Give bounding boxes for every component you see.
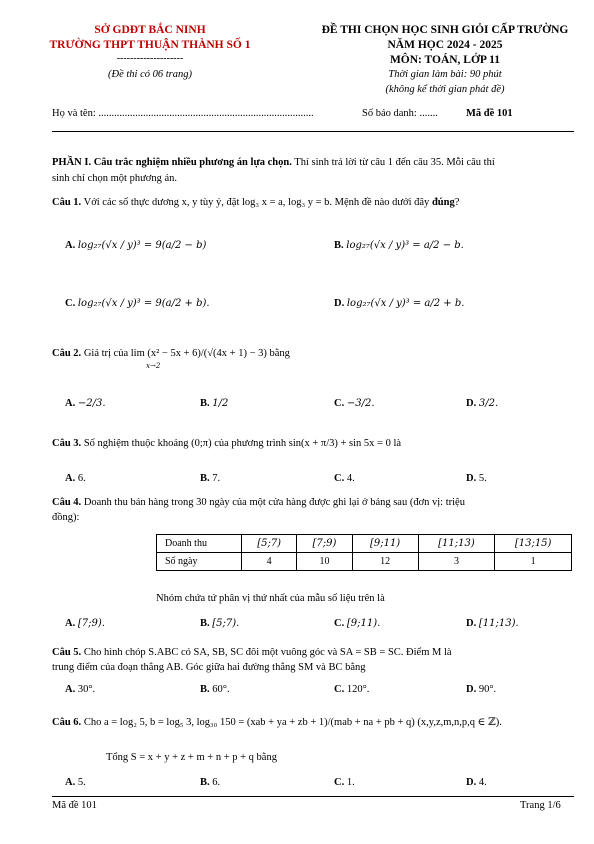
q4-option-d[interactable] bbox=[466, 618, 519, 629]
q2-option-b[interactable] bbox=[200, 398, 228, 409]
q6-c-text: 1. bbox=[346, 777, 355, 788]
q4-a-text: [7;9). bbox=[77, 618, 105, 629]
q3-a-letter: A. bbox=[65, 473, 76, 484]
q5-c-letter: C. bbox=[334, 684, 345, 695]
q3-option-a[interactable] bbox=[65, 473, 86, 484]
sbd-label: Số báo danh: ....... bbox=[362, 108, 438, 119]
q5-option-a[interactable] bbox=[65, 684, 95, 695]
q6-c-letter: C. bbox=[334, 777, 345, 788]
q6-a-letter: A. bbox=[65, 777, 76, 788]
q1-d-text: log₂₇(√x / y)³ = a/2 + b. bbox=[346, 298, 465, 309]
question-3 bbox=[52, 438, 582, 449]
table-cell: [9;11) bbox=[352, 535, 418, 553]
q4-b-letter: B. bbox=[200, 618, 210, 629]
q6-label: Câu 6. bbox=[52, 717, 82, 728]
q4-a-letter: A. bbox=[65, 618, 76, 629]
table-row bbox=[157, 553, 572, 571]
q6-option-d[interactable] bbox=[466, 777, 487, 788]
q4-text: Doanh thu bán hàng trong 30 ngày của một cửa hàng được ghi lại ở bảng sau (đơn vị: triệu bbox=[81, 497, 465, 508]
q2-a-letter: A. bbox=[65, 398, 76, 409]
q4-option-c[interactable] bbox=[334, 618, 380, 629]
table-cell: [13;15) bbox=[495, 535, 572, 553]
table-cell: 10 bbox=[297, 553, 352, 571]
q2-limit-subscript: x→2 bbox=[146, 362, 161, 370]
q1-c-letter: C. bbox=[65, 298, 76, 309]
name-dots: .................................................................................. bbox=[98, 108, 314, 119]
header-divider bbox=[52, 131, 574, 132]
table-cell: 3 bbox=[418, 553, 495, 571]
q5-text: Cho hình chóp S.ABC có SA, SB, SC đôi một vuông góc và SA = SB = SC. Điểm M là bbox=[81, 647, 452, 658]
time-note: (không kể thời gian phát đề) bbox=[385, 84, 505, 95]
q1-option-d[interactable] bbox=[334, 298, 464, 309]
q4-d-letter: D. bbox=[466, 618, 477, 629]
q3-option-b[interactable] bbox=[200, 473, 220, 484]
q4-question: Nhóm chứa tứ phân vị thứ nhất của mẫu số liệu trên là bbox=[156, 593, 385, 604]
question-2 bbox=[52, 348, 582, 359]
department: SỞ GDĐT BẮC NINH bbox=[94, 24, 206, 36]
q1-text: Với các số thực dương x, y tùy ý, đặt log₃ x = a, log₃ y = b. Mệnh đề nào dưới đây bbox=[81, 197, 430, 208]
q3-label: Câu 3. bbox=[52, 438, 82, 449]
q1-qmark: ? bbox=[454, 197, 460, 208]
name-label: Họ và tên: bbox=[52, 108, 99, 119]
q6-b-letter: B. bbox=[200, 777, 210, 788]
q1-option-c[interactable] bbox=[65, 298, 210, 309]
q4-option-b[interactable] bbox=[200, 618, 239, 629]
table-cell: [11;13) bbox=[418, 535, 495, 553]
q5-text-2: trung điểm của đoạn thẳng AB. Góc giữa hai đường thẳng SM và BC bằng bbox=[52, 662, 366, 673]
q2-option-d[interactable] bbox=[466, 398, 498, 409]
question-4 bbox=[52, 495, 574, 525]
q5-d-letter: D. bbox=[466, 684, 477, 695]
q4-b-text: [5;7). bbox=[212, 618, 240, 629]
q2-a-text: −2/3. bbox=[77, 398, 106, 409]
q4-label: Câu 4. bbox=[52, 497, 82, 508]
q1-a-text: log₂₇(√x / y)³ = 9(a/2 − b) bbox=[77, 240, 207, 251]
revenue-table bbox=[156, 534, 572, 571]
q5-d-text: 90°. bbox=[478, 684, 497, 695]
q4-c-text: [9;11). bbox=[346, 618, 381, 629]
exam-time: Thời gian làm bài: 90 phút bbox=[388, 69, 502, 80]
q6-d-text: 4. bbox=[478, 777, 487, 788]
q1-bold: đúng bbox=[431, 197, 455, 208]
exam-code: Mã đề 101 bbox=[466, 108, 513, 119]
q2-option-c[interactable] bbox=[334, 398, 375, 409]
q2-c-letter: C. bbox=[334, 398, 345, 409]
q5-b-letter: B. bbox=[200, 684, 210, 695]
question-5 bbox=[52, 645, 574, 675]
school-name: TRƯỜNG THPT THUẬN THÀNH SỐ 1 bbox=[49, 39, 251, 51]
q3-c-letter: C. bbox=[334, 473, 345, 484]
q6-text: Cho a = log₂ 5, b = log₅ 3, log₃₀ 150 = (xab + ya + zb + 1)/(mab + na + pb + q) (x,y,z,m,n,p,q ∈ ℤ). bbox=[81, 717, 502, 728]
subject: MÔN: TOÁN, LỚP 11 bbox=[389, 54, 501, 66]
q2-b-text: 1/2 bbox=[212, 398, 229, 409]
part1-instructions-2: sinh chỉ chọn một phương án. bbox=[52, 173, 177, 184]
question-1 bbox=[52, 197, 582, 208]
q3-d-text: 5. bbox=[478, 473, 487, 484]
q2-b-letter: B. bbox=[200, 398, 210, 409]
part1-heading bbox=[52, 155, 574, 187]
table-cell: Doanh thu bbox=[157, 535, 242, 553]
q2-d-letter: D. bbox=[466, 398, 477, 409]
part1-title: PHẦN I. Câu trắc nghiệm nhiều phương án lựa chọn. bbox=[52, 157, 292, 168]
q1-d-letter: D. bbox=[334, 298, 345, 309]
q5-c-text: 120°. bbox=[346, 684, 370, 695]
q6-option-a[interactable] bbox=[65, 777, 86, 788]
header-dashes: -------------------- bbox=[116, 53, 184, 64]
footer-page: Trang 1/6 bbox=[520, 800, 561, 811]
q5-b-text: 60°. bbox=[212, 684, 230, 695]
q1-option-a[interactable] bbox=[65, 240, 206, 251]
school-year: NĂM HỌC 2024 - 2025 bbox=[387, 39, 503, 51]
q2-text: Giá trị của lim (x² − 5x + 6)/(√(4x + 1) − 3) bằng bbox=[81, 348, 290, 359]
q6-b-text: 6. bbox=[212, 777, 221, 788]
q6-d-letter: D. bbox=[466, 777, 477, 788]
q2-c-text: −3/2. bbox=[346, 398, 375, 409]
q5-a-letter: A. bbox=[65, 684, 76, 695]
pages-note: (Đề thi có 06 trang) bbox=[108, 69, 192, 80]
footer-divider bbox=[52, 796, 574, 797]
question-6 bbox=[52, 716, 582, 728]
q2-label: Câu 2. bbox=[52, 348, 82, 359]
q4-text-2: đồng): bbox=[52, 512, 80, 523]
q5-option-c[interactable] bbox=[334, 684, 369, 695]
q5-label: Câu 5. bbox=[52, 647, 82, 658]
q1-option-b[interactable] bbox=[334, 240, 464, 251]
q6-a-text: 5. bbox=[77, 777, 86, 788]
q1-b-letter: B. bbox=[334, 240, 344, 251]
q3-a-text: 6. bbox=[77, 473, 86, 484]
q2-option-a[interactable] bbox=[65, 398, 106, 409]
q3-d-letter: D. bbox=[466, 473, 477, 484]
q4-d-text: [11;13). bbox=[478, 618, 519, 629]
exam-title: ĐỀ THI CHỌN HỌC SINH GIỎI CẤP TRƯỜNG bbox=[321, 24, 569, 36]
table-cell: 1 bbox=[495, 553, 572, 571]
table-cell: Số ngày bbox=[157, 553, 242, 571]
q6-option-b[interactable] bbox=[200, 777, 220, 788]
student-name-line bbox=[52, 108, 314, 119]
part1-instructions: Thí sinh trả lời từ câu 1 đến câu 35. Mỗi câu thí bbox=[291, 157, 495, 168]
q2-d-text: 3/2. bbox=[478, 398, 499, 409]
q5-a-text: 30°. bbox=[77, 684, 96, 695]
footer-code: Mã đề 101 bbox=[52, 800, 97, 811]
table-row bbox=[157, 535, 572, 553]
q1-a-letter: A. bbox=[65, 240, 76, 251]
q4-c-letter: C. bbox=[334, 618, 345, 629]
q4-option-a[interactable] bbox=[65, 618, 105, 629]
table-cell: [5;7) bbox=[242, 535, 297, 553]
q3-text: Số nghiệm thuộc khoảng (0;π) của phương trình sin(x + π/3) + sin 5x = 0 là bbox=[81, 438, 402, 449]
q3-option-c[interactable] bbox=[334, 473, 355, 484]
q1-b-text: log₂₇(√x / y)³ = a/2 − b. bbox=[346, 240, 464, 251]
q3-c-text: 4. bbox=[346, 473, 355, 484]
q1-c-text: log₂₇(√x / y)³ = 9(a/2 + b). bbox=[77, 298, 210, 309]
q1-label: Câu 1. bbox=[52, 197, 82, 208]
table-cell: 4 bbox=[242, 553, 297, 571]
q3-b-text: 7. bbox=[212, 473, 221, 484]
q3-b-letter: B. bbox=[200, 473, 210, 484]
q6-sum-line: Tổng S = x + y + z + m + n + p + q bằng bbox=[106, 752, 277, 763]
table-cell: 12 bbox=[352, 553, 418, 571]
q5-option-b[interactable] bbox=[200, 684, 230, 695]
q3-option-d[interactable] bbox=[466, 473, 487, 484]
q6-option-c[interactable] bbox=[334, 777, 355, 788]
q5-option-d[interactable] bbox=[466, 684, 496, 695]
table-cell: [7;9) bbox=[297, 535, 352, 553]
